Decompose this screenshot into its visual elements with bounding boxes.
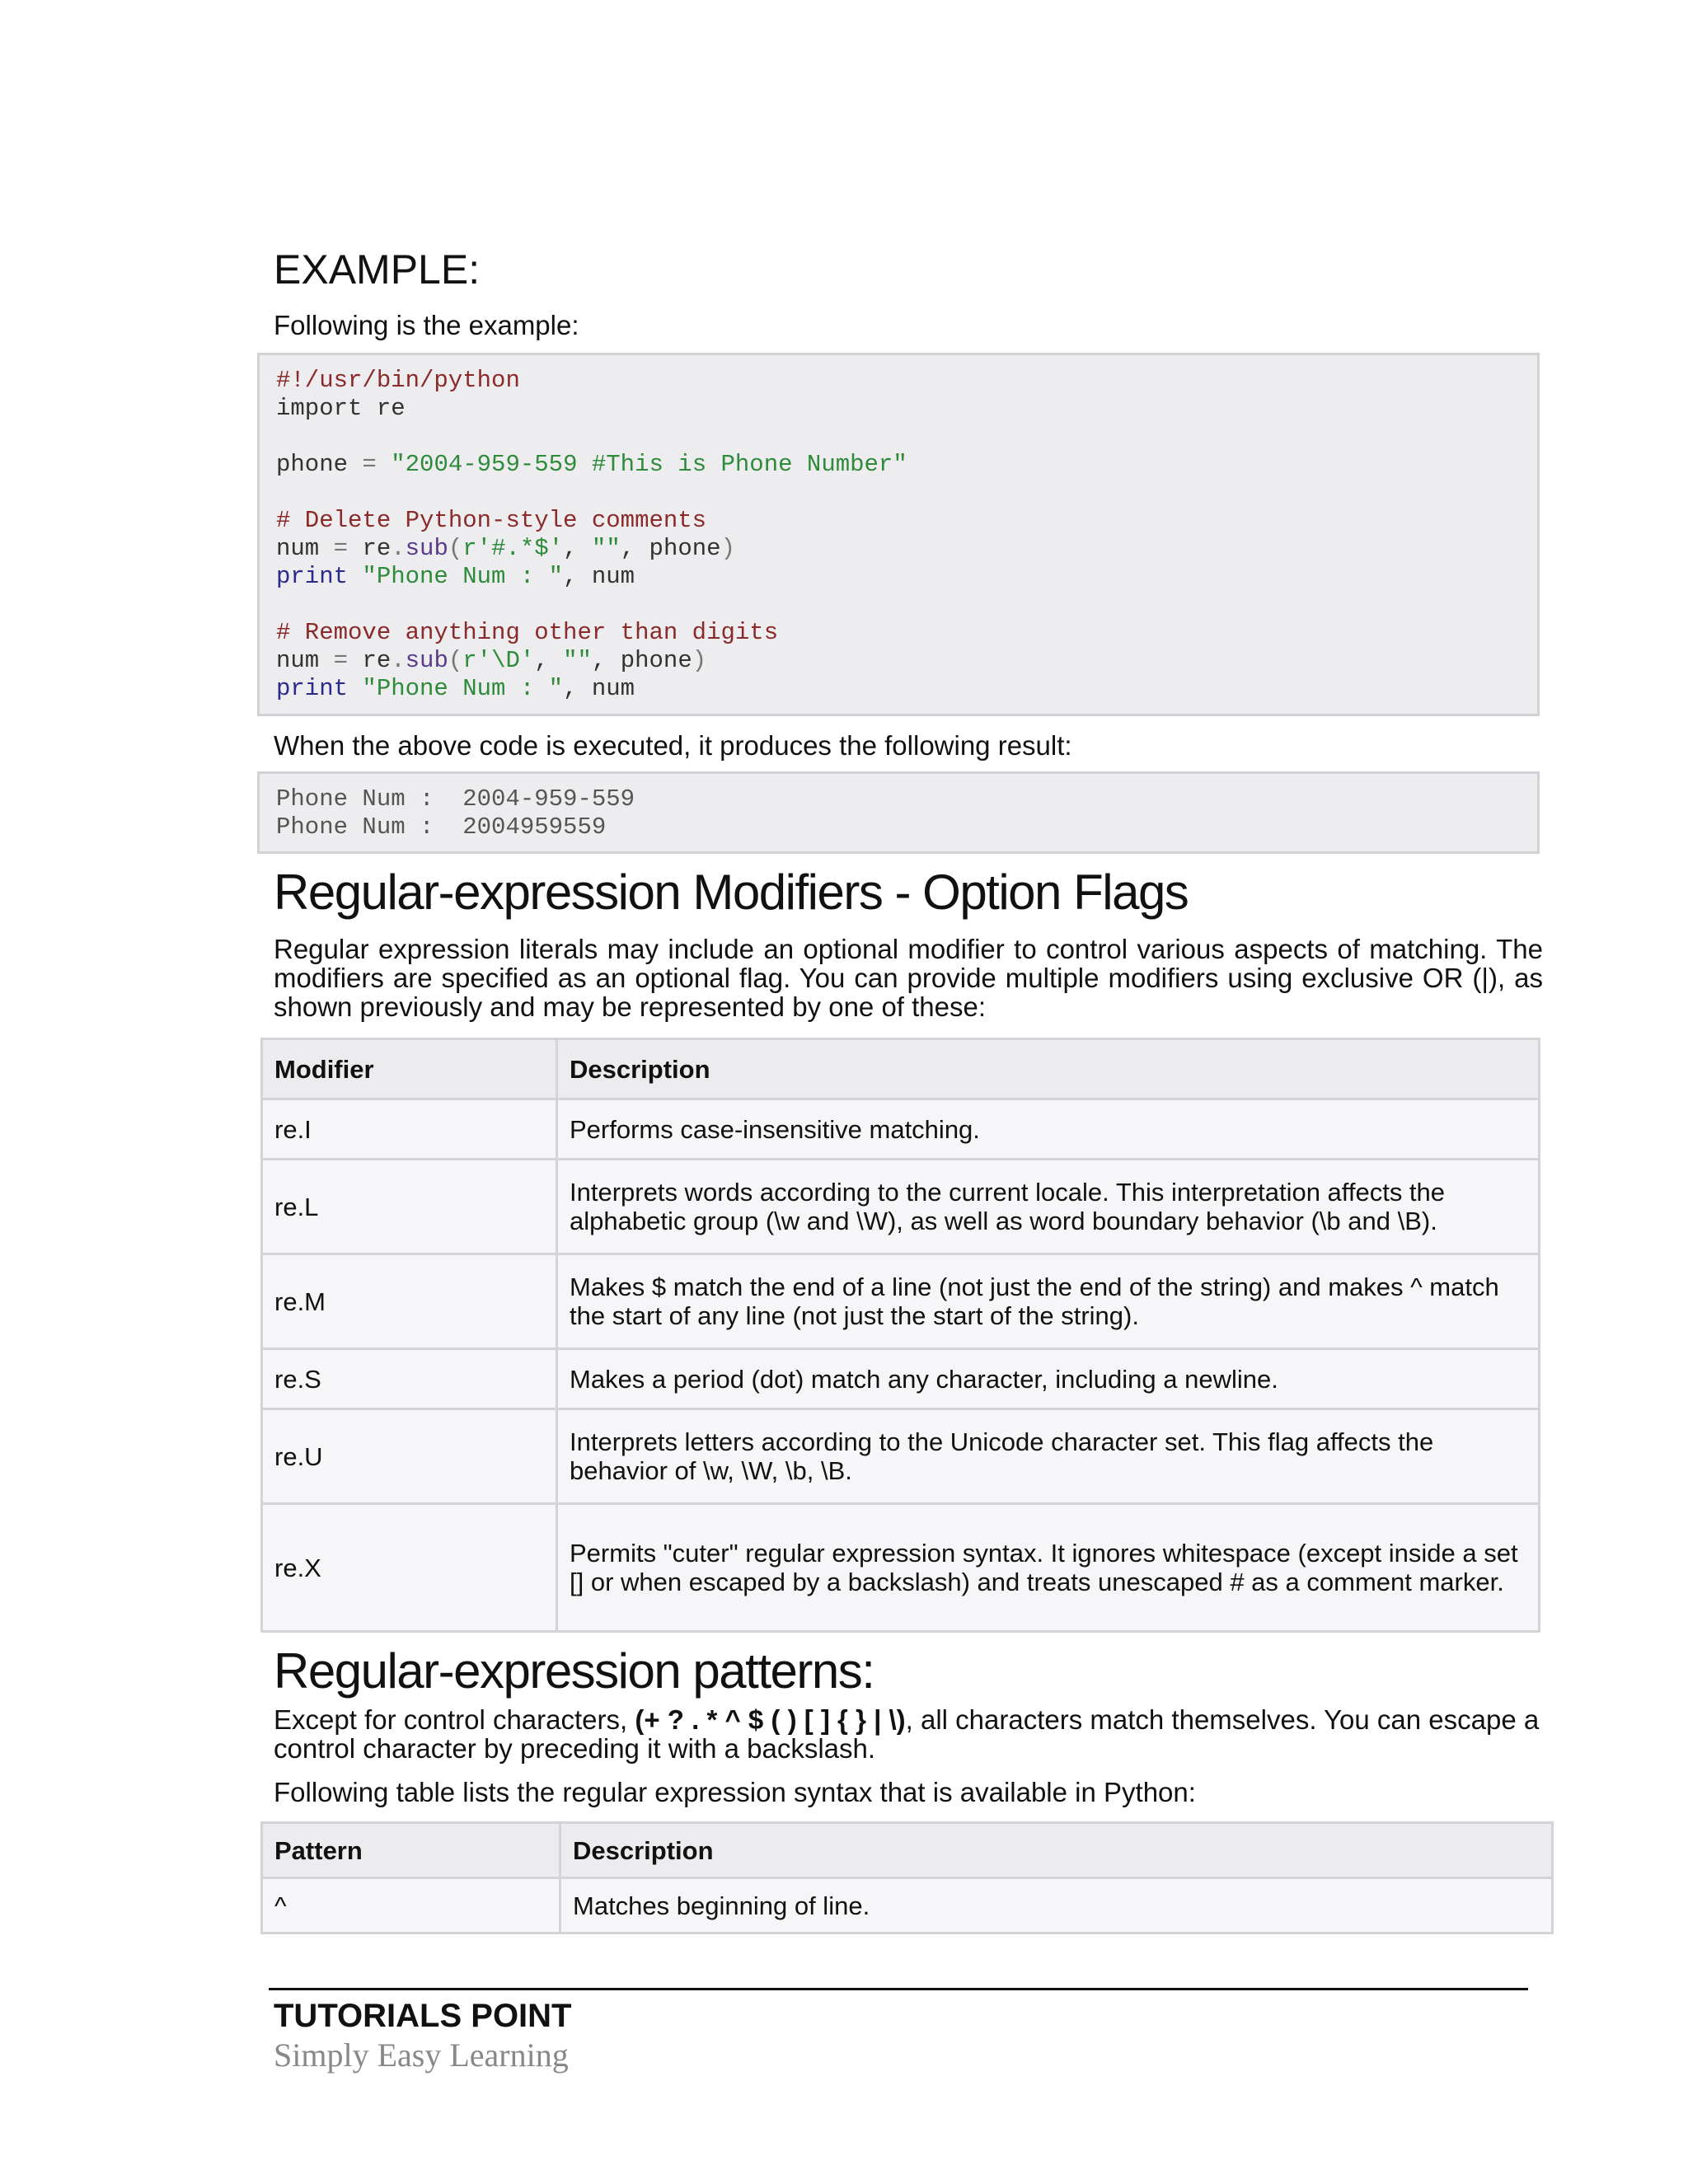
code-token: , bbox=[534, 647, 564, 674]
pattern-cell: ^ bbox=[262, 1878, 560, 1933]
patterns-intro-2: Following table lists the regular expression syntax that is available in Python: bbox=[274, 1777, 1196, 1807]
patterns-table bbox=[260, 1821, 1554, 1934]
output-block bbox=[257, 771, 1540, 854]
code-token: num bbox=[276, 535, 320, 562]
description-cell: Makes a period (dot) match any character, including a newline. bbox=[557, 1349, 1540, 1409]
code-token: "Phone Num : " bbox=[362, 675, 564, 702]
footer-subtitle: Simply Easy Learning bbox=[274, 2036, 569, 2074]
code-token: re bbox=[362, 535, 392, 562]
code-comment-1: # Delete Python-style comments bbox=[276, 507, 707, 534]
column-header: Modifier bbox=[262, 1039, 557, 1099]
code-token: ( bbox=[448, 535, 463, 562]
code-token: re bbox=[362, 647, 392, 674]
table-row bbox=[262, 1099, 1540, 1160]
code-token: r'\D' bbox=[462, 647, 535, 674]
patterns-heading: Regular-expression patterns: bbox=[274, 1643, 874, 1699]
code-token: num bbox=[276, 647, 320, 674]
column-header: Description bbox=[560, 1823, 1553, 1878]
example-intro: Following is the example: bbox=[274, 310, 579, 340]
code-token: . bbox=[391, 647, 406, 674]
code-token: = bbox=[319, 647, 363, 674]
code-token: , phone bbox=[591, 647, 692, 674]
modifiers-intro: Regular expression literals may include an optional modifier to control various aspects of matching. The modifiers are specified as an optional flag. You can provide multiple modifiers using exclusive OR (|), as shown previously and may be represented by one of these: bbox=[274, 934, 1543, 1022]
code-token: = bbox=[348, 451, 392, 478]
footer-title: TUTORIALS POINT bbox=[274, 1998, 572, 2034]
table-header-row bbox=[262, 1823, 1553, 1878]
code-token: print bbox=[276, 563, 349, 590]
modifier-cell: re.M bbox=[262, 1254, 557, 1349]
table-row bbox=[262, 1409, 1540, 1504]
code-token: r'#.*$' bbox=[462, 535, 564, 562]
modifier-cell: re.L bbox=[262, 1160, 557, 1254]
code-token: ) bbox=[692, 647, 707, 674]
description-cell: Permits "cuter" regular expression syntax. It ignores whitespace (except inside a set [] or when escaped by a backslash) and treats unescaped # as a comment marker. bbox=[557, 1504, 1540, 1632]
result-intro: When the above code is executed, it produces the following result: bbox=[274, 730, 1072, 761]
code-token: print bbox=[276, 675, 349, 702]
table-row bbox=[262, 1504, 1540, 1632]
code-token: = bbox=[319, 535, 363, 562]
code-token: "2004-959-559 #This is Phone Number" bbox=[391, 451, 907, 478]
code-token: sub bbox=[405, 535, 448, 562]
description-cell: Makes $ match the end of a line (not just the end of the string) and makes ^ match the start of any line (not just the start of the string). bbox=[557, 1254, 1540, 1349]
modifiers-heading: Regular-expression Modifiers - Option Flags bbox=[274, 865, 1189, 920]
example-heading: EXAMPLE: bbox=[274, 246, 481, 293]
code-token: , num bbox=[563, 675, 635, 702]
modifier-cell: re.S bbox=[262, 1349, 557, 1409]
code-token: , bbox=[563, 535, 592, 562]
code-import: import re bbox=[276, 395, 406, 422]
code-token: sub bbox=[405, 647, 448, 674]
modifier-cell: re.I bbox=[262, 1099, 557, 1160]
control-characters: (+ ? . * ^ $ ( ) [ ] { } | \) bbox=[635, 1704, 906, 1735]
output-line: Phone Num : 2004-959-559 bbox=[276, 785, 635, 813]
code-token: ( bbox=[448, 647, 463, 674]
modifiers-table bbox=[260, 1038, 1540, 1633]
code-block bbox=[257, 353, 1540, 716]
code-token: . bbox=[391, 535, 406, 562]
code-token: "" bbox=[563, 647, 592, 674]
footer-divider bbox=[269, 1988, 1528, 1990]
description-cell: Performs case-insensitive matching. bbox=[557, 1099, 1540, 1160]
table-header-row bbox=[262, 1039, 1540, 1099]
patterns-intro bbox=[274, 1705, 1543, 1763]
column-header: Description bbox=[557, 1039, 1540, 1099]
code-token: phone bbox=[276, 451, 349, 478]
code-token: ) bbox=[720, 535, 735, 562]
output-line: Phone Num : 2004959559 bbox=[276, 813, 607, 841]
column-header: Pattern bbox=[262, 1823, 560, 1878]
code-token: "" bbox=[591, 535, 621, 562]
code-token: "Phone Num : " bbox=[362, 563, 564, 590]
code-token: , num bbox=[563, 563, 635, 590]
code-shebang: #!/usr/bin/python bbox=[276, 367, 520, 394]
description-cell: Interprets letters according to the Unicode character set. This flag affects the behavior of \w, \W, \b, \B. bbox=[557, 1409, 1540, 1504]
description-cell: Interprets words according to the current locale. This interpretation affects the alphabetic group (\w and \W), as well as word boundary behavior (\b and \B). bbox=[557, 1160, 1540, 1254]
table-row bbox=[262, 1254, 1540, 1349]
description-cell: Matches beginning of line. bbox=[560, 1878, 1553, 1933]
code-token: , phone bbox=[620, 535, 721, 562]
table-row bbox=[262, 1160, 1540, 1254]
patterns-intro-text: , all characters match themselves. You can escape a control character by preceding it with a backslash. bbox=[274, 1704, 1540, 1764]
patterns-intro-text: Except for control characters, bbox=[274, 1704, 635, 1735]
modifier-cell: re.U bbox=[262, 1409, 557, 1504]
page-content bbox=[274, 247, 1543, 1934]
code-comment-2: # Remove anything other than digits bbox=[276, 619, 779, 646]
modifier-cell: re.X bbox=[262, 1504, 557, 1632]
table-row bbox=[262, 1878, 1553, 1933]
table-row bbox=[262, 1349, 1540, 1409]
